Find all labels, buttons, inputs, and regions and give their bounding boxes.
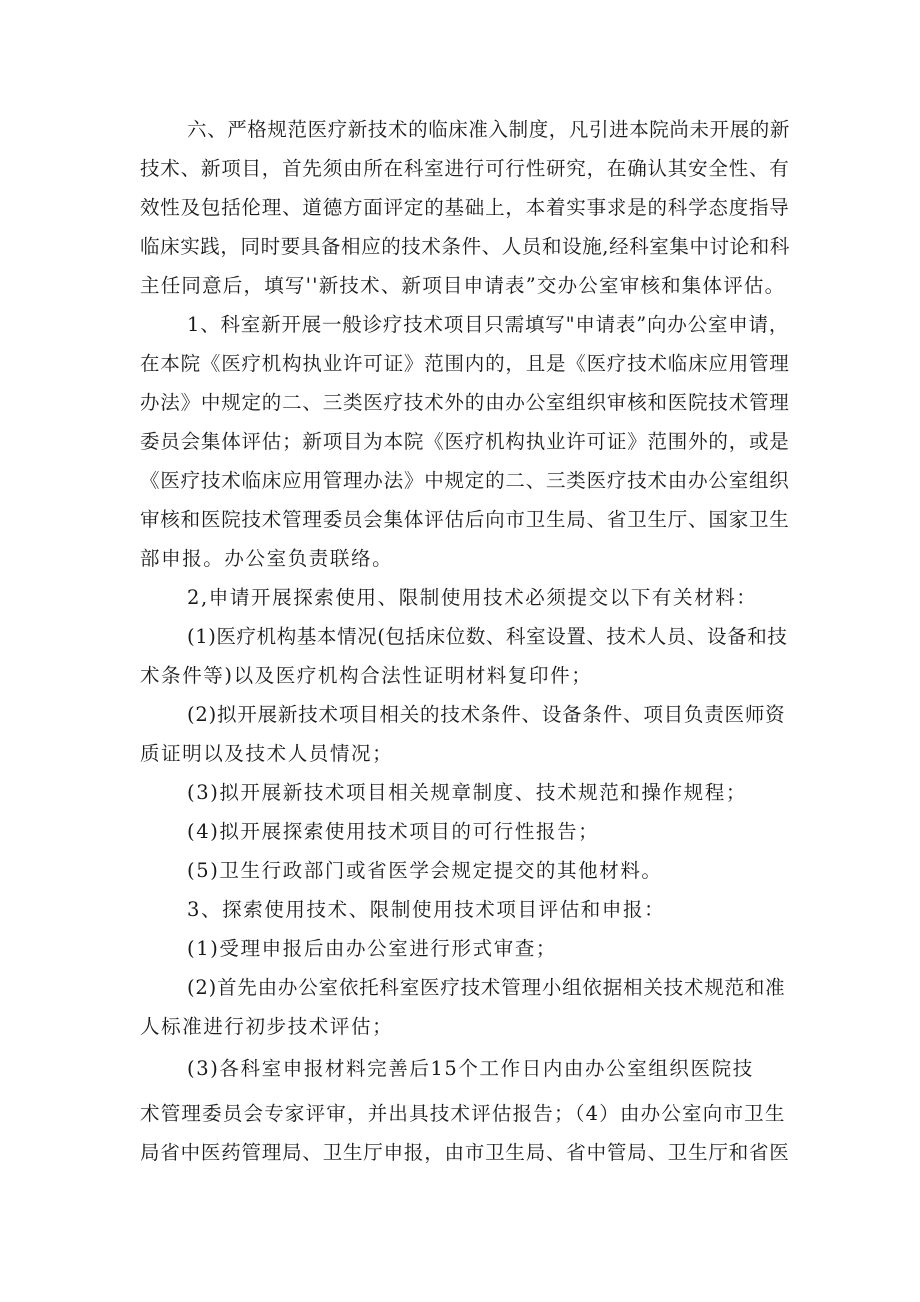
paragraph-line: (1)医疗机构基本情况(包括床位数、科室设置、技术人员、设备和技 xyxy=(187,625,788,648)
paragraph-line: 质证明以及技术人员情况； xyxy=(140,742,394,765)
paragraph-line: 审核和医院技术管理委员会集体评估后向市卫生局、省卫生厅、国家卫生 xyxy=(140,508,790,531)
paragraph-line: 3、探索使用技术、限制使用技术项目评估和申报： xyxy=(187,898,666,921)
paragraph-line: 效性及包括伦理、道德方面评定的基础上，本着实事求是的科学态度指导 xyxy=(140,196,790,219)
paragraph-line: 在本院《医疗机构执业许可证》范围内的，且是《医疗技术临床应用管理 xyxy=(140,352,790,375)
paragraph-line: 技术、新项目，首先须由所在科室进行可行性研究，在确认其安全性、有 xyxy=(140,157,790,180)
paragraph-line: 主任同意后，填写''新技术、新项目申请表”交办公室审核和集体评估。 xyxy=(140,274,786,297)
paragraph-line: 六、严格规范医疗新技术的临床准入制度，凡引进本院尚未开展的新 xyxy=(187,118,791,141)
paragraph-line: (1)受理申报后由办公室进行形式审查； xyxy=(187,937,558,960)
paragraph-line: (3)拟开展新技术项目相关规章制度、技术规范和操作规程； xyxy=(187,781,747,804)
paragraph-line: 1、科室新开展一般诊疗技术项目只需填写"申请表”向办公室申请， xyxy=(187,313,790,336)
paragraph-line: 2,申请开展探索使用、限制使用技术必须提交以下有关材料： xyxy=(187,586,758,609)
paragraph-line: 术管理委员会专家评审，并出具技术评估报告；（4）由办公室向市卫生 xyxy=(140,1102,786,1125)
paragraph-line: 《医疗技术临床应用管理办法》中规定的二、三类医疗技术由办公室组织 xyxy=(140,469,790,492)
paragraph-line: 术条件等)以及医疗机构合法性证明材料复印件； xyxy=(140,664,593,687)
paragraph-line: (2)拟开展新技术项目相关的技术条件、设备条件、项目负责医师资 xyxy=(187,703,786,726)
paragraph-line: 临床实践，同时要具备相应的技术条件、人员和设施,经科室集中讨论和科 xyxy=(140,235,790,258)
paragraph-line: (2)首先由办公室依托科室医疗技术管理小组依据相关技术规范和准 xyxy=(187,976,786,999)
paragraph-line: (5)卫生行政部门或省医学会规定提交的其他材料。 xyxy=(187,859,663,882)
paragraph-line: 局省中医药管理局、卫生厅申报，由市卫生局、省中管局、卫生厅和省医 xyxy=(140,1141,790,1164)
paragraph-line: 办法》中规定的二、三类医疗技术外的由办公室组织审核和医院技术管理 xyxy=(140,391,790,414)
paragraph-line: 委员会集体评估；新项目为本院《医疗机构执业许可证》范围外的，或是 xyxy=(140,430,790,453)
paragraph-line: 部申报。办公室负责联络。 xyxy=(140,547,394,570)
paragraph-line: (3)各科室申报材料完善后15个工作日内由办公室组织医院技 xyxy=(187,1057,754,1080)
paragraph-line: (4)拟开展探索使用技术项目的可行性报告； xyxy=(187,820,600,843)
paragraph-line: 人标准进行初步技术评估； xyxy=(140,1015,394,1038)
